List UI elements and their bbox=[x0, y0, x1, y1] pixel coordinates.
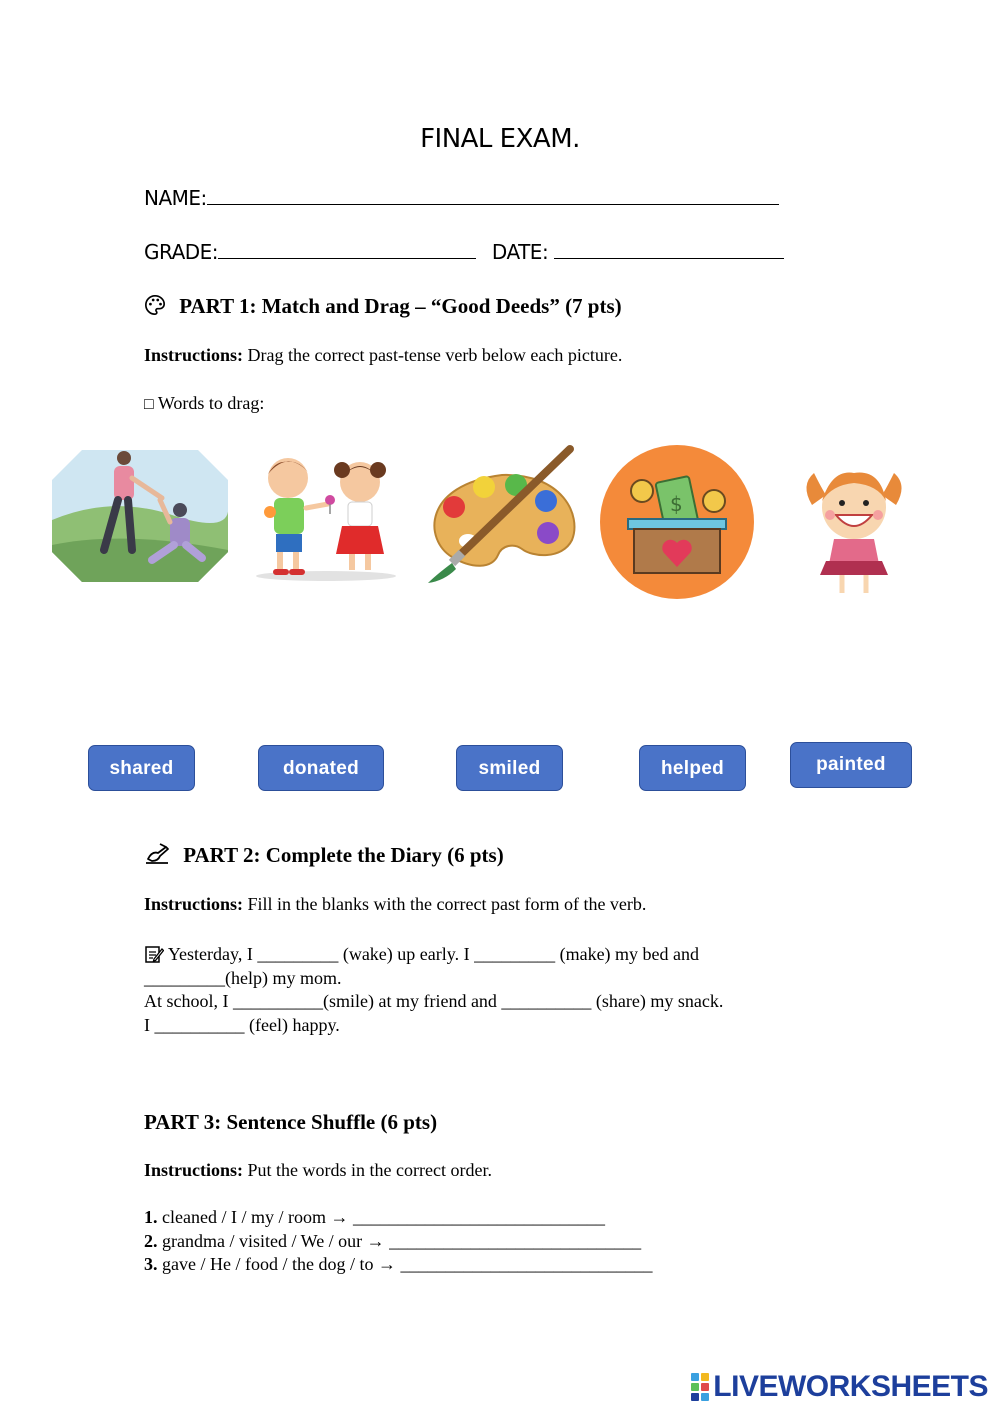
part3-heading: PART 3: Sentence Shuffle (6 pts) bbox=[144, 1110, 438, 1134]
smiling-girl-picture bbox=[792, 465, 916, 602]
grade-input-line[interactable] bbox=[218, 240, 476, 259]
donation-box-picture bbox=[600, 445, 754, 604]
part1-instructions bbox=[144, 345, 622, 366]
word-shared-button[interactable]: shared bbox=[88, 745, 195, 791]
word-helped-button[interactable]: helped bbox=[639, 745, 746, 791]
name-label: NAME: bbox=[144, 186, 207, 210]
part2-instructions-label: Instructions: bbox=[144, 894, 244, 914]
part1-title: PART 1: Match and Drag – “Good Deeds” (7 pts) bbox=[179, 294, 622, 318]
part2-instructions bbox=[144, 894, 646, 915]
part1-instructions-label: Instructions: bbox=[144, 345, 244, 365]
diary-line-1-text: Yesterday, I _________ (wake) up early. I _________ (make) my bed and bbox=[164, 944, 700, 964]
shuffle-item-2[interactable] bbox=[144, 1230, 652, 1254]
page-title: FINAL EXAM. bbox=[420, 124, 580, 154]
paint-palette-picture bbox=[422, 445, 582, 590]
shuffle-item-number: 2. bbox=[144, 1230, 158, 1251]
date-label: DATE: bbox=[491, 240, 549, 264]
part2-heading bbox=[144, 843, 504, 868]
words-to-drag-text: Words to drag: bbox=[153, 393, 265, 413]
svg-text:$: $ bbox=[670, 492, 683, 516]
logo-text: LIVEWORKSHEETS bbox=[713, 1370, 988, 1403]
grade-label: GRADE: bbox=[144, 240, 219, 264]
diary-line-4: I __________ (feel) happy. bbox=[144, 1014, 340, 1035]
memo-icon bbox=[144, 944, 164, 964]
part3-instructions-text: Put the words in the correct order. bbox=[243, 1160, 492, 1180]
date-input-line[interactable] bbox=[554, 240, 784, 259]
word-smiled-button[interactable]: smiled bbox=[456, 745, 563, 791]
liveworksheets-logo bbox=[691, 1370, 988, 1404]
shuffle-item-text: cleaned / I / my / room → ____________________________ bbox=[157, 1207, 605, 1227]
shuffle-item-number: 1. bbox=[144, 1207, 158, 1227]
word-donated-button[interactable]: donated bbox=[258, 745, 384, 791]
logo-mark-icon bbox=[691, 1373, 709, 1401]
name-field bbox=[144, 186, 779, 210]
shuffle-list bbox=[144, 1206, 652, 1277]
part2-instructions-text: Fill in the blanks with the correct past form of the verb. bbox=[243, 894, 647, 914]
part2-title: PART 2: Complete the Diary (6 pts) bbox=[183, 843, 504, 867]
sharing-kids-picture bbox=[250, 452, 402, 587]
diary-line-1 bbox=[144, 943, 864, 967]
words-to-drag-label bbox=[144, 393, 264, 414]
box-icon: □ bbox=[144, 396, 154, 413]
shuffle-item-3[interactable] bbox=[144, 1253, 652, 1277]
part1-instructions-text: Drag the correct past-tense verb below each picture. bbox=[243, 345, 623, 365]
shuffle-item-text: gave / He / food / the dog / to → ____________________________ bbox=[157, 1254, 653, 1274]
part3-instructions-label: Instructions: bbox=[144, 1160, 244, 1180]
shuffle-item-1[interactable] bbox=[144, 1206, 652, 1230]
writing-hand-icon bbox=[144, 843, 175, 867]
part1-heading bbox=[144, 294, 622, 319]
palette-icon bbox=[144, 294, 171, 318]
shuffle-item-text: grandma / visited / We / our → ____________________________ bbox=[157, 1230, 642, 1251]
grade-date-row bbox=[144, 240, 784, 264]
word-painted-button[interactable]: painted bbox=[790, 742, 912, 788]
name-input-line[interactable] bbox=[207, 186, 779, 205]
diary-line-3: At school, I __________(smile) at my friend and __________ (share) my snack. bbox=[144, 991, 724, 1011]
helping-hand-picture bbox=[52, 450, 228, 587]
diary-text bbox=[144, 943, 864, 1037]
diary-line-2: _________(help) my mom. bbox=[144, 967, 342, 988]
shuffle-item-number: 3. bbox=[144, 1254, 158, 1274]
part3-instructions bbox=[144, 1160, 492, 1181]
